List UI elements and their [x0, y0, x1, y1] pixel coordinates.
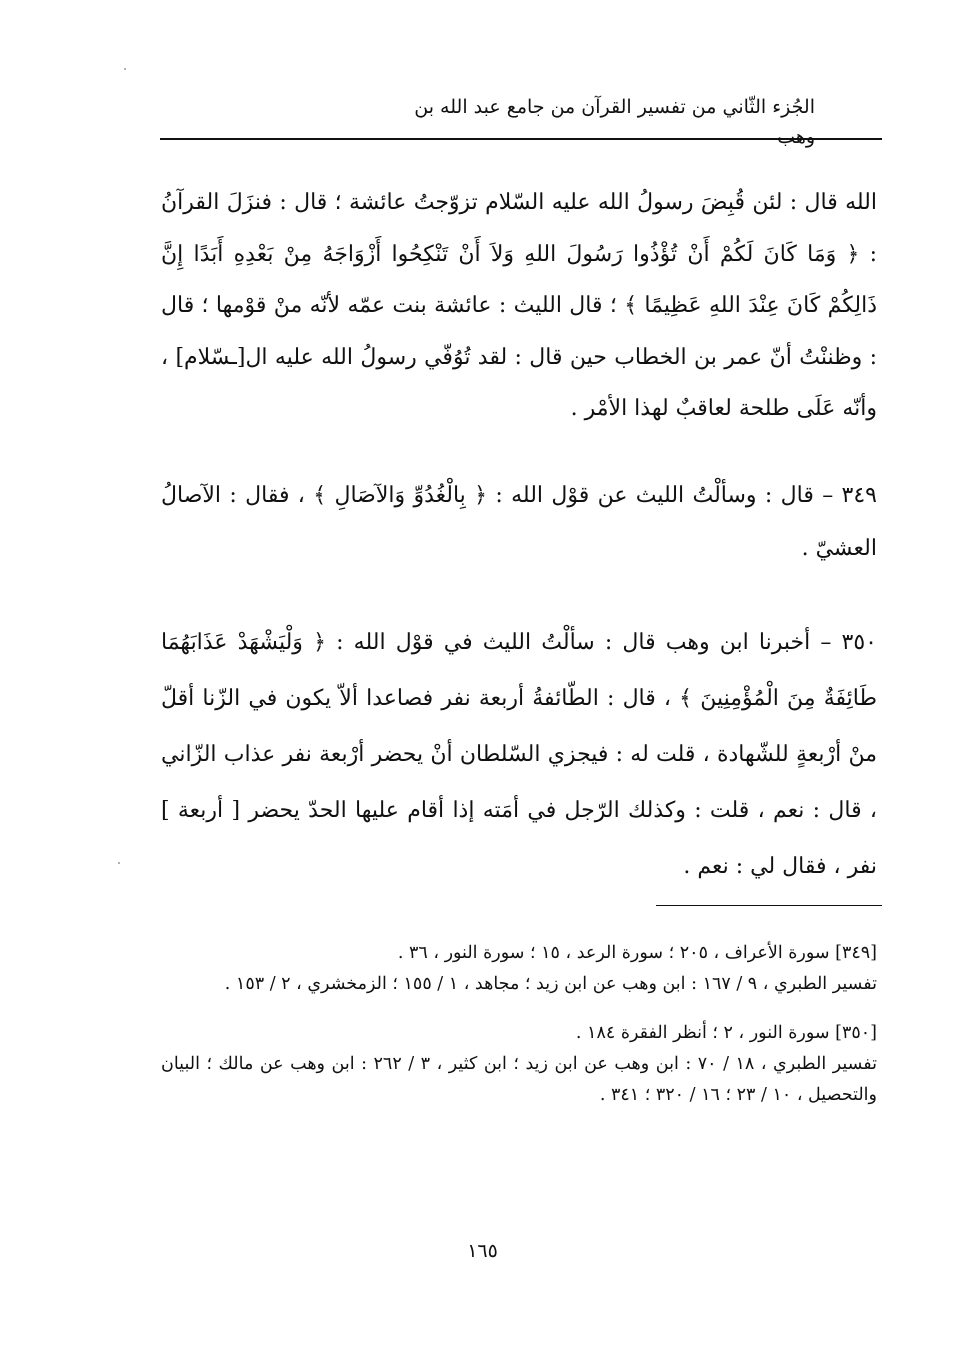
- footnote-349-sources: [٣٤٩] سورة الأعراف ، ٢٠٥ ؛ سورة الرعد ، ١٥ ؛ سورة النور ، ٣٦ .: [397, 943, 877, 963]
- footnote-350-references: تفسير الطبري ، ١٨ / ٧٠ : ابن وهب عن ابن زيد ؛ ابن كثير ، ٣ / ٢٦٢ : ابن وهب عن مالك ؛ البيان والتحصيل ، ١٠ / ٢٣ ؛ ١٦ / ٣٢٠ ؛ ٣٤١ .: [161, 1054, 877, 1105]
- footnotes: [161, 938, 877, 1111]
- scan-speck: [124, 68, 126, 70]
- running-title: الجُزء الثّاني من تفسير القرآن من جامع عبد الله بن وهب: [414, 96, 815, 148]
- footnote-rule: [656, 905, 882, 906]
- paragraph-349: ٣٤٩ – قال : وسألْتُ الليث عن قوْل الله : ﴿ بِالْغُدُوِّ وَالآصَالِ ﴾ ، فقال : الآصالُ العشيّ .: [161, 482, 877, 561]
- paragraph-350: ٣٥٠ – أخبرنا ابن وهب قال : سألْتُ الليث في قوْل الله : ﴿ وَلْيَشْهَدْ عَذَابَهُمَا طَائِفَةٌ مِنَ الْمُؤْمِنِينَ ﴾ ، قال : الطّائفةُ أربعة نفر فصاعدا ألاّ يكون في الزّنا أقلّ منْ أرْبعةٍ للشّهادة ، قلت له : فيجزي السّلطان أنْ يحضر أرْبعة نفر عذاب الزّاني ، قال : نعم ، قلت : وكذلك الرّجل في أمَته إذا أقام عليها الحدّ يحضر [ أربعة ] نفر ، فقال لي : نعم .: [161, 629, 877, 879]
- header-rule: [160, 138, 882, 140]
- page-number: ١٦٥: [467, 1240, 498, 1262]
- paragraph-continuation: الله قال : لئن قُبِضَ رسولُ الله عليه السّلام تزوّجتُ عائشة ؛ قال : فنزَلَ القرآنُ : ﴿ وَمَا كَانَ لَكُمْ أَنْ تُؤْذُوا رَسُولَ اللهِ وَلاَ أَنْ تَنْكِحُوا أَزْوَاجَهُ مِنْ بَعْدِهِ أَبَدًا إِنَّ ذَالِكُمْ كَانَ عِنْدَ اللهِ عَظِيمًا ﴾ ؛ قال الليث : عائشة بنت عمّه لأنّه منْ قوْمها ؛ قال : وظننْتُ أنّ عمر بن الخطاب حين قال : لقد تُوُفّي رسولُ الله عليه ال[ـسّلام] ، وأنّه عَلَى طلحة لعاقبٌ لهذا الأمْر .: [161, 190, 877, 421]
- body-text: [161, 177, 877, 895]
- footnote-350-sources: [٣٥٠] سورة النور ، ٢ ؛ أنظر الفقرة ١٨٤ .: [575, 1023, 877, 1043]
- footnote-349-references: تفسير الطبري ، ٩ / ١٦٧ : ابن وهب عن ابن زيد ؛ مجاهد ، ١ / ١٥٥ ؛ الزمخشري ، ٢ / ١٥٣ .: [224, 974, 877, 994]
- scan-speck: [118, 862, 120, 864]
